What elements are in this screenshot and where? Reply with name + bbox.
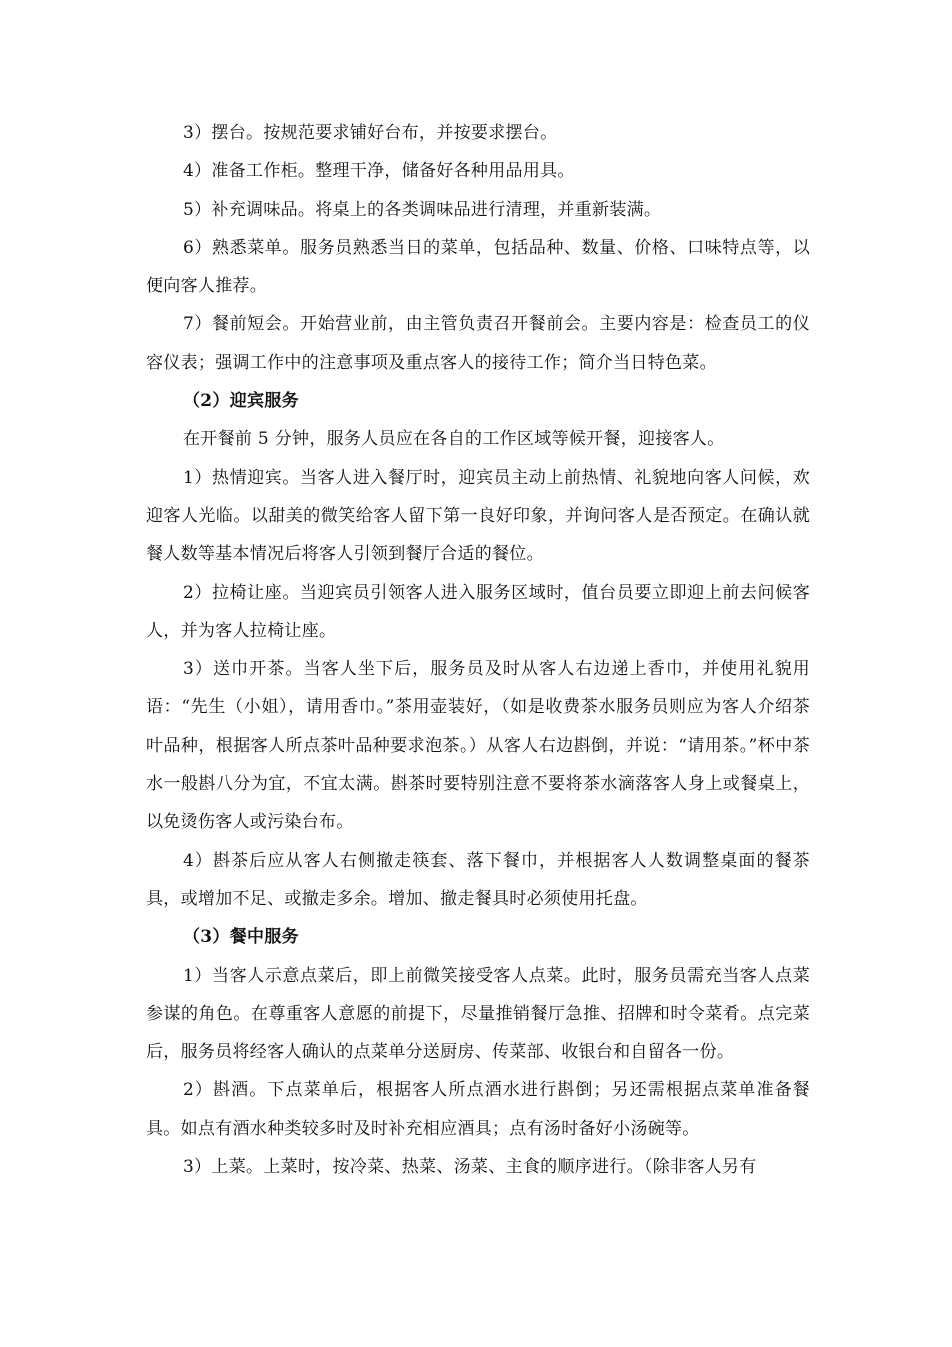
paragraph-welcome-intro: 在开餐前 5 分钟，服务人员应在各自的工作区域等候开餐，迎接客人。: [183, 429, 725, 450]
section-heading-welcome-service: （2）迎宾服务: [183, 391, 299, 412]
paragraph-pour-wine: 2）斟酒。下点菜单后，根据客人所点酒水进行斟倒；另还需根据点菜单准备餐具。如点有酒水种类较多时及时补充相应酒具；点有汤时备好小汤碗等。: [146, 1080, 810, 1139]
paragraph-arrange-table: 3）摆台。按规范要求铺好台布，并按要求摆台。: [183, 123, 558, 143]
paragraph-serve-dishes: 3）上菜。上菜时，按冷菜、热菜、汤菜、主食的顺序进行。（除非客人另有: [183, 1157, 757, 1178]
paragraph-warm-welcome: 1）热情迎宾。当客人进入餐厅时，迎宾员主动上前热情、礼貌地向客人问候，欢迎客人光临。以甜美的微笑给客人留下第一良好印象，并询问客人是否预定。在确认就餐人数等基本情况后将客人引领到餐厅合适的餐位。: [146, 467, 810, 565]
paragraph-pre-meal-meeting: 7）餐前短会。开始营业前，由主管负责召开餐前会。主要内容是：检查员工的仪容仪表；强调工作中的注意事项及重点客人的接待工作；简介当日特色菜。: [146, 314, 810, 373]
paragraph-towel-tea: 3）送巾开茶。当客人坐下后，服务员及时从客人右边递上香巾，并使用礼貌用语：“先生（小姐），请用香巾。”茶用壶装好，（如是收费茶水服务员则应为客人介绍茶叶品种，根据客人所点茶叶品种要求泡茶。）从客人右边斟倒，并说：“请用茶。”杯中茶水一般斟八分为宜，不宜太满。斟茶时要特别注意不要将茶水滴落客人身上或餐桌上，以免烫伤客人或污染台布。: [146, 659, 810, 833]
section-heading-meal-service: （3）餐中服务: [183, 927, 299, 948]
paragraph-pull-chair: 2）拉椅让座。当迎宾员引领客人进入服务区域时，值台员要立即迎上前去问候客人，并为客人拉椅让座。: [146, 582, 810, 641]
paragraph-after-tea: 4）斟茶后应从客人右侧撤走筷套、落下餐巾，并根据客人人数调整桌面的餐茶具，或增加不足、或撤走多余。增加、撤走餐具时必须使用托盘。: [146, 850, 810, 909]
paragraph-refill-condiments: 5）补充调味品。将桌上的各类调味品进行清理，并重新装满。: [183, 199, 662, 220]
paragraph-know-menu: 6）熟悉菜单。服务员熟悉当日的菜单，包括品种、数量、价格、口味特点等，以便向客人推荐。: [146, 237, 810, 297]
paragraph-take-order: 1）当客人示意点菜后，即上前微笑接受客人点菜。此时，服务员需充当客人点菜参谋的角色。在尊重客人意愿的前提下，尽量推销餐厅急推、招牌和时令菜肴。点完菜后，服务员将经客人确认的点菜单分送厨房、传菜部、收银台和自留各一份。: [146, 965, 810, 1063]
paragraph-prepare-cabinet: 4）准备工作柜。整理干净，储备好各种用品用具。: [183, 161, 575, 182]
document-body: [146, 114, 810, 1186]
